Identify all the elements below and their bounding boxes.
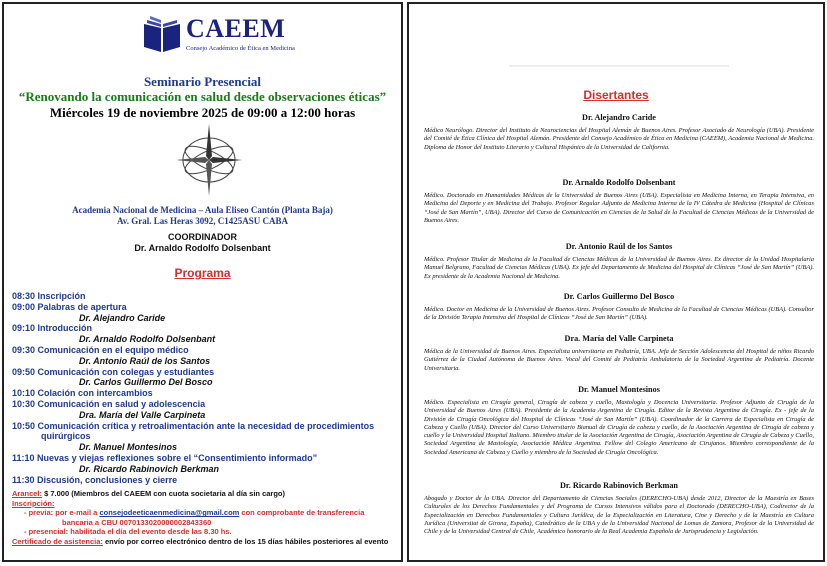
program-time: 09:50 (12, 366, 36, 377)
program-speaker: Dr. Antonio Raúl de los Santos (79, 355, 211, 366)
speaker-description: Médica de la Universidad de Buenos Aires. Especialista universitaria en Pediatría, UBA. Jefa de Sección Adolescencia del Hospital de niños Ricardo Gutiérrez de la Ciudad Autónoma de Buenos Aires. Vocal del Comité de Pediatría Ambulatoria de la Sociedad Argentina de Pediatría. Docente Universitaria. (424, 348, 814, 372)
program-item (12, 302, 400, 313)
program-time: 09:30 (12, 344, 36, 355)
registration-prior-suffix: con comprobante de transferencia (239, 508, 365, 518)
program-speaker: Dr. Alejandro Caride (79, 312, 166, 323)
certificate-label: Certificado de asistencia: (12, 536, 103, 546)
registration-info (12, 489, 400, 547)
speaker-bio (424, 178, 814, 225)
registration-label: Inscripción: (12, 498, 55, 508)
fee-label: Arancel: (12, 489, 43, 498)
speaker-bio (424, 242, 814, 281)
flyer-page-speakers (407, 2, 825, 562)
program-activity: Colación con intercambios (37, 388, 153, 399)
program-heading: Programa (174, 266, 231, 280)
speaker-bio (424, 292, 814, 323)
flyer-page-program (2, 2, 403, 562)
program-activity: Inscripción (37, 291, 86, 301)
speaker-name: Dr. Antonio Raúl de los Santos (565, 242, 673, 251)
program-time: 09:00 (12, 301, 36, 312)
program-item (12, 475, 400, 486)
program-item (12, 388, 400, 399)
registration-prior-prefix: - previa: por e-mail a (24, 508, 100, 518)
program-time: 10:50 (12, 420, 36, 431)
program-item (12, 453, 400, 464)
program-activity: Comunicación crítica y retroalimentación ante la necesidad de procedimientos (37, 420, 375, 431)
program-time: 11:10 (12, 452, 35, 463)
venue-address: Av. Gral. Las Heras 3092, C1425ASU CABA (116, 216, 289, 226)
logo-subtitle: Consejo Académico de Ética en Medicina (186, 45, 295, 52)
program-item (12, 291, 400, 302)
speaker-bio (424, 334, 814, 373)
speaker-description: Médico. Profesor Titular de Medicina de la Facultad de Ciencias Médicas de la Universidad de Buenos Aires. Ex director de la Unidad Hospitalaria Manuel Belgrano, Facultad de Ciencias Médicas (UBA). Ex jefe del Departamento de Medicina del Hospital de Clínicas “José de San Martín” (UBA). Ex presidente de la Academia Nacional de Medicina. (424, 256, 814, 280)
speaker-name: Dr. Alejandro Caride (582, 113, 656, 122)
coordinator-name: Dr. Arnaldo Rodolfo Dolsenbant (134, 243, 271, 253)
program-item (12, 421, 400, 432)
program-activity: Palabras de apertura (37, 301, 127, 312)
speaker-description: Abogado y Doctor de la UBA. Director del Departamento de Ciencias Sociales (DERECHO-UBA) desde 2012, Director de la Maestría en Bases Culturales de los Derechos Fundamentales y del Programa de Cursos Intensivos válidos para el Doctorado (DERECHO-UBA), Codirector de la Especialización en Derechos Fundamentales y Cultura Jurídica, de la Especialización en Literatura, Cine y Derecho y de la Maestría en Cultura Jurídica (Universitat de Girona, España), Catedrático de la UBA y de la Universidad Nacional de Lomas de Zamora, Profesor de la Universidad de Chile y de la Universidad Central de Chile, Académico honorario de la Real Academia Española de Jurisprudencia y Legislación. (424, 495, 814, 536)
seminar-date: Miércoles 19 de noviembre 2025 de 09:00 a 12:00 horas (49, 105, 356, 120)
coordinator-label: COORDINADOR (168, 232, 237, 242)
program-speaker: Dr. Ricardo Rabinovich Berkman (79, 463, 220, 474)
program-item (12, 323, 400, 334)
certificate-text: envío por correo electrónico dentro de los 15 días hábiles posteriores al evento (102, 536, 389, 546)
registration-email-link[interactable]: consejodeeticaenmedicina@gmail.com (99, 508, 240, 518)
registration-onsite: - presencial: habilitada el día del evento desde las 8.30 hs. (24, 527, 232, 537)
program-time: 09:10 (12, 323, 36, 334)
program-speaker: Dra. María del Valle Carpineta (79, 409, 206, 420)
speaker-description: Médico. Doctor en Medicina de la Universidad de Buenos Aires. Profesor Consulto de Medicina de la Facultad de Ciencias Médicas (UBA). Consultor de la División Terapia Intensiva del Hospital de Clínicas “José de San Martín” (UBA). (424, 306, 814, 322)
program-time: 08:30 (12, 291, 36, 301)
speakers-heading: Disertantes (583, 88, 649, 102)
program-speaker: Dr. Arnaldo Rodolfo Dolsenbant (79, 334, 216, 345)
fee-text: $ 7.000 (Miembros del CAEEM con cuota societaria al día sin cargo) (42, 489, 286, 498)
program-item (12, 367, 400, 378)
program-activity: Comunicación en el equipo médico (37, 344, 189, 355)
program-activity: Nuevas y viejas reflexiones sobre el “Consentimiento informado” (37, 452, 318, 463)
speaker-name: Dr. Carlos Guillermo Del Bosco (563, 292, 675, 301)
program-time: 10:10 (12, 388, 36, 399)
speaker-bio (424, 113, 814, 152)
speaker-name: Dr. Arnaldo Rodolfo Dolsenbant (562, 178, 676, 187)
speaker-description: Médico Neurólogo. Director del Instituto de Neurociencias del Hospital Alemán de Buenos Aires. Profesor Asociado de Neurología (UBA). Presidente del Comité de Ética Clínica del Hospital Alemán. Presidente del Consejo Académico de Ética en Medicina (CAEEM), Academia Nacional de Medicina. Diploma de Honor del Instituto Literario y Cultural Hispánico de la Universidad de California. (424, 127, 814, 151)
speaker-name: Dra. María del Valle Carpineta (564, 334, 674, 343)
speaker-bio (424, 385, 814, 457)
program-item (12, 345, 400, 356)
speaker-name: Dr. Manuel Montesinos (578, 385, 660, 394)
seminar-subtitle: “Renovando la comunicación en salud desde observaciones éticas” (18, 89, 387, 104)
program-activity: Discusión, conclusiones y cierre (37, 474, 178, 485)
speaker-bio (424, 481, 814, 536)
program-list (12, 291, 400, 485)
speaker-name: Dr. Ricardo Rabinovich Berkman (560, 481, 678, 490)
program-activity-continuation: quirúrgicos (41, 431, 91, 442)
speaker-description: Médico. Especialista en Cirugía general, Cirugía de cabeza y cuello, Mastología y Docencia Universitaria. Profesor Adjunto de Cirugía de la Universidad de Buenos Aires (UBA). Presidente de la Academia Argentina de Cirugía. Editor de la Revista Argentina de Cirugía. Ex - jefe de la División de Cirugía Oncológica del Hospital de Clínicas “José de San Martín” (UBA). Coordinador de la Carrera de Especialista en Cirugía de Cabeza y Cuello (UBA). Director del Curso Universitario Bianual de Cirugía de cabeza y cuello, de la Asociación Argentina de Cirugía de cabeza y cuello y la Universidad Hospital Italiano. Miembro titular de la Asociación Argentina de Cirugía, Asociación Argentina de Cirugía de Cabeza y Cuello, Sociedad Argentina de Mastología, Asociación Médica Argentina. Fellow del Colegio Americano de Cirujanos. Miembro correspondiente de la Sociedad Americana de Cabeza y Cuello y miembro de la Sociedad de Cirugía Oncológica. (424, 399, 814, 456)
program-time: 10:30 (12, 398, 36, 409)
logo-wordmark: CAEEM (186, 14, 286, 43)
program-activity: Comunicación con colegas y estudiantes (37, 366, 215, 377)
program-speaker: Dr. Manuel Montesinos (79, 442, 178, 453)
compass-globe-icon (174, 122, 244, 198)
bank-transfer-cbu: bancaria a CBU 0070133020000002843360 (62, 517, 212, 527)
seminar-title: Seminario Presencial (143, 74, 262, 89)
speaker-description: Médico. Doctorado en Humanidades Médicas de la Universidad de Buenos Aires (UBA). Especialista en Medicina Interna, en Terapia Intensiva, en Medicina del Deporte y en Medicina del Trabajo. Profesor Regular Adjunto de Medicina Interna de la IV Cátedra de Medicina (Hospital de Clínicas “José de San Martín”, UBA). Director del Curso de Comunicación en Ciencias de la Salud de la Facultad de Ciencias Médicas de la Universidad de Buenos Aires. (424, 192, 814, 224)
program-time: 11:30 (12, 474, 35, 485)
caeem-logo (140, 12, 295, 58)
venue-name: Academia Nacional de Medicina – Aula Eliseo Cantón (Planta Baja) (72, 205, 333, 215)
program-activity: Introducción (37, 323, 93, 334)
open-book-icon (142, 14, 182, 54)
program-speaker: Dr. Carlos Guillermo Del Bosco (79, 377, 213, 388)
faint-divider (509, 65, 729, 67)
program-activity: Comunicación en salud y adolescencia (37, 398, 206, 409)
program-item (12, 399, 400, 410)
